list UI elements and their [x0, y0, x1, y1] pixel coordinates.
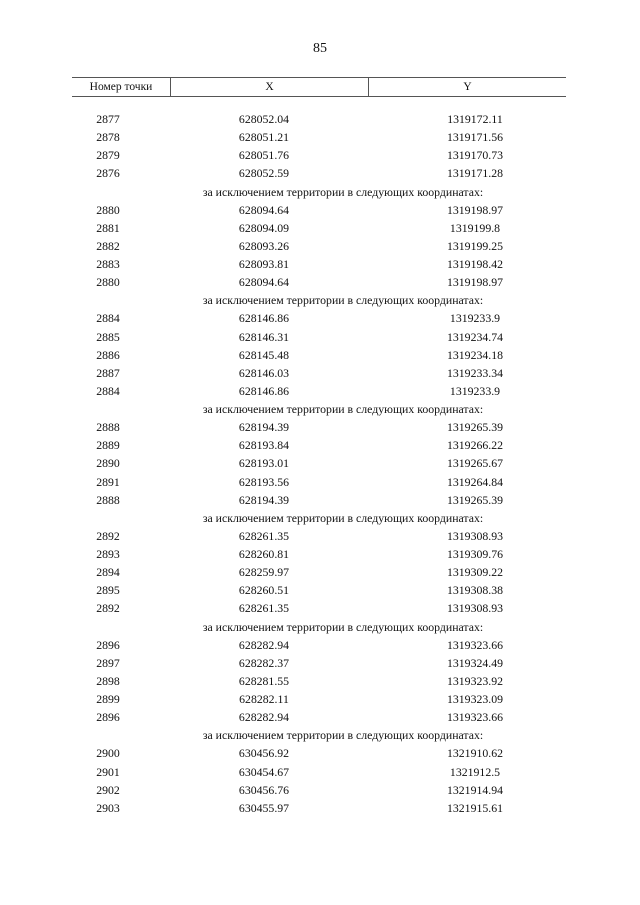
table-row	[72, 436, 566, 454]
x-coordinate-cell: 628094.64	[238, 202, 290, 217]
point-number-cell: 2897	[96, 655, 120, 670]
x-coordinate-cell: 628146.31	[238, 329, 290, 344]
x-coordinate-cell: 628052.04	[238, 112, 290, 126]
table-row	[72, 545, 566, 563]
x-coordinate-cell: 630456.92	[238, 746, 290, 761]
y-coordinate-cell: 1321914.94	[446, 782, 504, 797]
point-number-cell: 2894	[96, 565, 120, 580]
point-number-cell: 2878	[96, 130, 120, 145]
x-coordinate-cell: 628051.21	[238, 130, 290, 145]
point-number-cell: 2876	[96, 166, 120, 181]
point-number-cell: 2900	[96, 746, 120, 761]
y-coordinate-cell: 1319198.97	[446, 202, 504, 217]
point-number-cell: 2899	[96, 692, 120, 706]
point-number-cell: 2890	[96, 456, 120, 471]
point-number-cell: 2901	[96, 764, 120, 779]
table-row	[72, 799, 566, 817]
table-row	[72, 491, 566, 509]
table-row	[72, 255, 566, 273]
point-number-cell: 2880	[96, 275, 120, 290]
coordinates-table-body	[72, 110, 566, 817]
exclusion-note: за исключением территории в следующих координатах:	[202, 402, 484, 416]
point-number-cell: 2888	[96, 492, 120, 507]
table-row	[72, 273, 566, 291]
table-row	[72, 346, 566, 364]
x-coordinate-cell: 628146.03	[238, 365, 290, 380]
x-coordinate-cell: 628281.55	[238, 673, 290, 688]
exclusion-note: за исключением территории в следующих координатах:	[202, 728, 484, 743]
table-row	[72, 110, 566, 128]
y-coordinate-cell: 1319233.9	[449, 383, 501, 398]
x-coordinate-cell: 628282.94	[238, 710, 290, 725]
point-number-cell: 2880	[96, 202, 120, 217]
y-coordinate-cell: 1319323.09	[446, 692, 504, 706]
x-coordinate-cell: 628261.35	[238, 528, 290, 543]
x-coordinate-cell: 628260.51	[238, 583, 290, 598]
y-coordinate-cell: 1319172.11	[447, 112, 503, 126]
y-coordinate-cell: 1319265.39	[446, 492, 504, 507]
point-number-cell: 2884	[96, 311, 120, 326]
point-number-cell: 2898	[96, 673, 120, 688]
point-number-cell: 2896	[96, 637, 120, 652]
x-coordinate-cell: 628093.81	[238, 257, 290, 271]
exclusion-note: за исключением территории в следующих координатах:	[202, 293, 484, 308]
point-number-cell: 2891	[96, 474, 120, 489]
table-row	[72, 382, 566, 400]
x-coordinate-cell: 628146.86	[238, 383, 290, 398]
point-number-cell: 2877	[96, 112, 120, 126]
y-coordinate-cell: 1319199.8	[449, 220, 501, 235]
y-coordinate-cell: 1319323.66	[446, 710, 504, 725]
y-coordinate-cell: 1321912.5	[449, 764, 501, 779]
y-coordinate-cell: 1319308.93	[446, 601, 504, 616]
point-number-cell: 2888	[96, 420, 120, 435]
table-row	[72, 164, 566, 182]
table-row	[72, 690, 566, 708]
table-header	[72, 77, 566, 97]
x-coordinate-cell: 628260.81	[238, 547, 290, 561]
point-number-cell: 2889	[96, 438, 120, 453]
table-row	[72, 128, 566, 146]
table-row	[72, 454, 566, 472]
x-coordinate-cell: 628051.76	[238, 148, 290, 163]
x-coordinate-cell: 628282.37	[238, 655, 290, 670]
y-coordinate-cell: 1319233.34	[446, 365, 504, 380]
y-coordinate-cell: 1321915.61	[446, 800, 504, 815]
table-row	[72, 636, 566, 654]
point-number-cell: 2885	[96, 329, 120, 344]
table-row	[72, 763, 566, 781]
y-coordinate-cell: 1319171.56	[446, 130, 504, 145]
point-number-cell: 2895	[96, 583, 120, 598]
y-coordinate-cell: 1319323.92	[446, 673, 504, 688]
x-coordinate-cell: 628146.86	[238, 311, 290, 326]
table-row	[72, 309, 566, 327]
exclusion-note: за исключением территории в следующих координатах:	[202, 510, 484, 525]
x-coordinate-cell: 628194.39	[238, 492, 290, 507]
point-number-cell: 2896	[96, 710, 120, 725]
y-coordinate-cell: 1319265.67	[446, 456, 504, 471]
x-coordinate-cell: 628282.94	[238, 637, 290, 652]
point-number-cell: 2887	[96, 365, 120, 380]
y-coordinate-cell: 1319234.74	[446, 329, 504, 344]
y-coordinate-cell: 1319171.28	[446, 166, 504, 181]
y-coordinate-cell: 1319198.42	[446, 257, 504, 271]
y-coordinate-cell: 1319264.84	[446, 474, 504, 489]
table-row	[72, 599, 566, 617]
point-number-cell: 2903	[96, 800, 120, 815]
y-coordinate-cell: 1319308.38	[446, 583, 504, 598]
y-coordinate-cell: 1319233.9	[449, 311, 501, 326]
point-number-cell: 2884	[96, 383, 120, 398]
table-row	[72, 527, 566, 545]
y-coordinate-cell: 1319323.66	[446, 637, 504, 652]
y-coordinate-cell: 1319308.93	[446, 528, 504, 543]
table-row	[72, 581, 566, 599]
x-coordinate-cell: 628193.56	[238, 474, 290, 489]
x-coordinate-cell: 628094.64	[238, 275, 290, 290]
table-row	[72, 364, 566, 382]
header-point-number: Номер точки	[72, 78, 171, 96]
table-row	[72, 237, 566, 255]
table-row	[72, 146, 566, 164]
header-y: Y	[463, 81, 472, 93]
table-row	[72, 563, 566, 581]
point-number-cell: 2881	[96, 220, 120, 235]
y-coordinate-cell: 1319309.76	[446, 547, 504, 561]
header-x: X	[171, 78, 369, 96]
point-number-cell: 2892	[96, 601, 120, 616]
table-row	[72, 708, 566, 726]
page-number: 85	[313, 41, 327, 56]
y-coordinate-cell: 1319234.18	[446, 347, 504, 362]
x-coordinate-cell: 628194.39	[238, 420, 290, 435]
x-coordinate-cell: 628094.09	[238, 220, 290, 235]
exclusion-note: за исключением территории в следующих координатах:	[202, 619, 484, 634]
y-coordinate-cell: 1319170.73	[446, 148, 504, 163]
point-number-cell: 2879	[96, 148, 120, 163]
y-coordinate-cell: 1321910.62	[446, 746, 504, 761]
table-row	[72, 654, 566, 672]
y-coordinate-cell: 1319265.39	[446, 420, 504, 435]
x-coordinate-cell: 628259.97	[238, 565, 290, 580]
x-coordinate-cell: 628193.01	[238, 456, 290, 471]
x-coordinate-cell: 630455.97	[238, 800, 290, 815]
point-number-cell: 2902	[96, 782, 120, 797]
point-number-cell: 2882	[96, 238, 120, 253]
table-row	[72, 328, 566, 346]
x-coordinate-cell: 628145.48	[238, 347, 290, 362]
y-coordinate-cell: 1319199.25	[446, 238, 504, 253]
x-coordinate-cell: 628093.26	[238, 238, 290, 253]
x-coordinate-cell: 630454.67	[238, 764, 290, 779]
x-coordinate-cell: 630456.76	[238, 782, 290, 797]
x-coordinate-cell: 628261.35	[238, 601, 290, 616]
point-number-cell: 2892	[96, 528, 120, 543]
y-coordinate-cell: 1319324.49	[446, 655, 504, 670]
x-coordinate-cell: 628282.11	[239, 692, 289, 706]
y-coordinate-cell: 1319266.22	[446, 438, 504, 453]
point-number-cell: 2893	[96, 547, 120, 561]
table-row	[72, 201, 566, 219]
y-coordinate-cell: 1319309.22	[446, 565, 504, 580]
point-number-cell: 2886	[96, 347, 120, 362]
table-row	[72, 418, 566, 436]
y-coordinate-cell: 1319198.97	[446, 275, 504, 290]
x-coordinate-cell: 628193.84	[238, 438, 290, 453]
table-row	[72, 672, 566, 690]
table-row	[72, 781, 566, 799]
table-row	[72, 219, 566, 237]
table-row	[72, 744, 566, 762]
exclusion-note: за исключением территории в следующих координатах:	[202, 184, 484, 199]
point-number-cell: 2883	[96, 257, 120, 271]
table-row	[72, 473, 566, 491]
x-coordinate-cell: 628052.59	[238, 166, 290, 181]
